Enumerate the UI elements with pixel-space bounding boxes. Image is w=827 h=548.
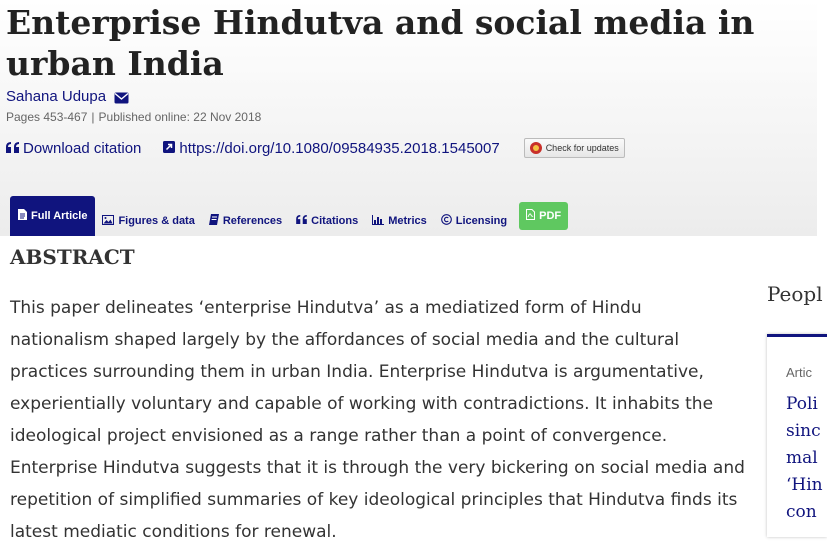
- pdf-icon: [526, 209, 535, 223]
- copyright-icon: [441, 214, 452, 228]
- document-icon: [18, 209, 27, 223]
- sidebar-heading: Peopl: [767, 282, 823, 306]
- page-range: Pages 453-467: [6, 110, 88, 124]
- card-kind: Artic: [786, 365, 812, 380]
- article-tabs: [10, 196, 568, 236]
- tab-label: Full Article: [31, 210, 88, 222]
- check-for-updates-label: Check for updates: [545, 143, 619, 153]
- tab-label: Citations: [311, 215, 359, 227]
- doi-link[interactable]: [163, 140, 499, 157]
- tab-label: PDF: [539, 210, 562, 222]
- tab-full-article[interactable]: [10, 196, 95, 236]
- tab-label: Metrics: [388, 215, 427, 227]
- envelope-icon[interactable]: [114, 91, 129, 103]
- doi-label: https://doi.org/10.1080/09584935.2018.1545007: [179, 139, 500, 157]
- download-citation-link[interactable]: [6, 140, 141, 157]
- author-link[interactable]: Sahana Udupa: [6, 88, 107, 105]
- tab-citations[interactable]: [289, 206, 365, 236]
- article-links: [6, 138, 625, 158]
- publication-info: [6, 110, 261, 124]
- tab-references[interactable]: [202, 206, 289, 236]
- check-for-updates-button[interactable]: [524, 138, 625, 158]
- related-article-card[interactable]: [767, 334, 827, 537]
- book-icon: [209, 214, 219, 228]
- quote-icon: [296, 215, 307, 227]
- quote-icon: [6, 140, 19, 157]
- external-link-icon: [163, 140, 175, 157]
- tab-licensing[interactable]: [434, 206, 514, 236]
- separator: |: [91, 110, 95, 124]
- image-icon: [102, 215, 114, 228]
- published-date: Published online: 22 Nov 2018: [98, 110, 262, 124]
- crossmark-icon: [530, 142, 542, 154]
- card-title-link[interactable]: Poli sinc mal ‘Hin con: [786, 394, 823, 522]
- tab-figures-data[interactable]: [95, 206, 201, 236]
- article-title: Enterprise Hindutva and social media in urban India: [6, 3, 755, 83]
- tab-label: Licensing: [455, 215, 508, 227]
- bar-chart-icon: [372, 215, 384, 228]
- abstract-heading: ABSTRACT: [10, 245, 135, 269]
- author-row: [6, 88, 129, 105]
- tab-pdf[interactable]: [519, 202, 568, 230]
- tab-label: References: [222, 215, 283, 227]
- tab-metrics[interactable]: [365, 206, 434, 236]
- tab-label: Figures & data: [118, 215, 195, 227]
- abstract-text: This paper delineates ‘enterprise Hindutva’ as a mediatized form of Hindu nationalism shaped largely by the affordances of social media and the cultural practices surrounding them in urban India. Enterprise Hindutva is argumentative, experientially voluntary and capable of working with contradictions. It inhabits the ideological project envisioned as a range rather than a point of convergence. Enterprise Hindutva suggests that it is through the very bickering on social media and repetition of simplified summaries of key ideological principles that Hindutva finds its latest mediatic conditions for renewal.: [10, 298, 745, 542]
- download-citation-label: Download citation: [23, 139, 142, 157]
